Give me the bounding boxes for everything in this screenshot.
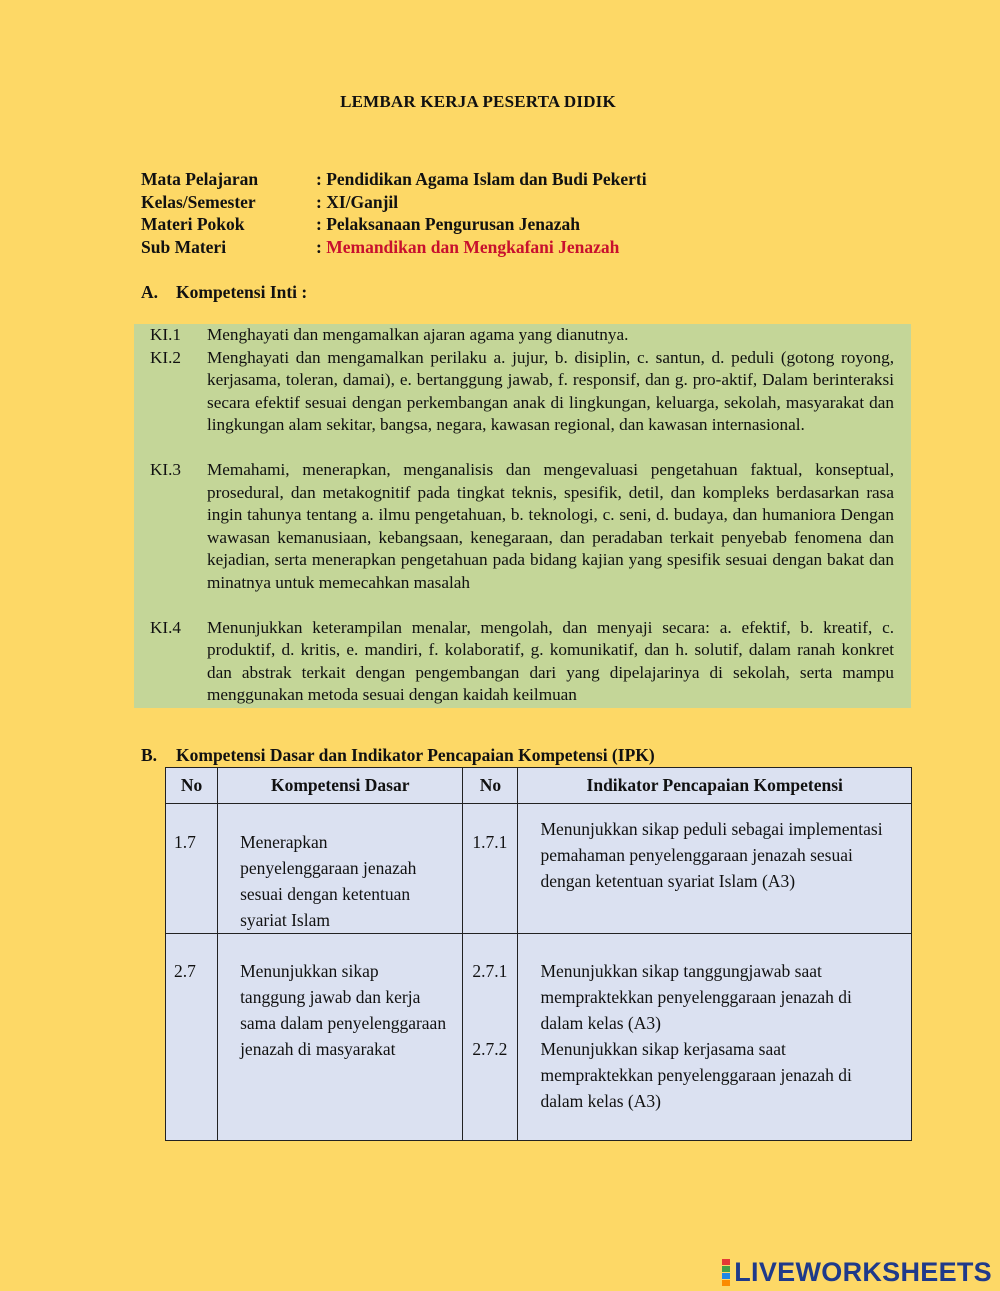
column-header: Indikator Pencapaian Kompetensi <box>518 768 912 804</box>
table-cell <box>518 804 912 934</box>
table-row <box>166 934 912 1141</box>
table-cell <box>166 804 218 934</box>
indicator-text: Menunjukkan sikap tanggungjawab saat mempraktekkan penyelenggaraan jenazah di dalam kelas (A3) <box>540 961 852 1033</box>
ki-text: Menghayati dan mengamalkan ajaran agama yang dianutnya. <box>207 325 629 344</box>
worksheet-title: LEMBAR KERJA PESERTA DIDIK <box>340 92 616 111</box>
section-title: Kompetensi Inti : <box>176 282 308 302</box>
table-cell <box>218 934 463 1141</box>
section-letter: A. <box>141 282 159 302</box>
indicator-text: Menunjukkan sikap kerjasama saat mempraktekkan penyelenggaraan jenazah di dalam kelas (A3) <box>540 1039 852 1111</box>
logo-badge-icon <box>722 1259 730 1286</box>
table-row <box>166 804 912 934</box>
meta-row-topic <box>141 213 647 236</box>
meta-value: : Pelaksanaan Pengurusan Jenazah <box>316 214 580 234</box>
section-a-heading <box>141 282 307 303</box>
meta-value: : Pendidikan Agama Islam dan Budi Pekerti <box>316 169 647 189</box>
column-header: No <box>166 768 218 804</box>
meta-label: Materi Pokok <box>141 214 245 234</box>
ki-number: KI.3 <box>150 460 182 479</box>
ki-text: Memahami, menerapkan, menganalisis dan mengevaluasi pengetahuan faktual, konseptual, prosedural, dan metakognitif pada tingkat teknis, spesifik, detil, dan kompleks berdasarkan rasa ingin tahunya tentang a. ilmu pengetahuan, b. teknologi, c. seni, d. budaya, dan humaniora Dengan wawasan kemanusiaan, kebangsaan, kenegaraan, dan peradaban terkait penyebab fenomena dan kejadian, serta menerapkan pengetahuan pada bidang kajian yang spesifik sesuai dengan bakat dan minatnya untuk memecahkan masalah <box>207 460 894 592</box>
meta-colon: : <box>316 236 327 257</box>
indicator-number: 2.7.1 <box>472 961 508 981</box>
meta-row-class <box>141 191 647 214</box>
table-cell <box>166 934 218 1141</box>
meta-row-subject <box>141 168 647 191</box>
meta-row-subtopic <box>141 236 647 259</box>
ki-text: Menunjukkan keterampilan menalar, mengolah, dan menyaji secara: a. efektif, b. kreatif, c. produktif, d. kritis, e. mandiri, f. kolaboratif, g. komunikatif, dan h. solutif, dalam ranah konkret dan abstrak terkait dengan pengembangan dari yang dipelajarinya di sekolah, serta mampu menggunakan metoda sesuai dengan kaidah keilmuan <box>207 617 894 704</box>
meta-label: Sub Materi <box>141 236 227 257</box>
meta-value: : XI/Ganjil <box>316 191 399 212</box>
competency-table <box>165 767 912 1141</box>
ki-number: KI.4 <box>150 617 182 637</box>
kd-number: 2.7 <box>174 961 196 981</box>
meta-label: Mata Pelajaran <box>141 169 259 189</box>
logo-badge-block <box>722 1266 730 1272</box>
table-cell <box>463 934 518 1141</box>
liveworksheets-logo <box>722 1257 992 1287</box>
logo-badge-block <box>722 1273 730 1279</box>
ki-number: KI.2 <box>150 347 182 367</box>
section-title: Kompetensi Dasar dan Indikator Pencapaian Kompetensi (IPK) <box>176 745 655 765</box>
table-cell <box>218 804 463 934</box>
ki-text: Menghayati dan mengamalkan perilaku a. jujur, b. disiplin, c. santun, d. peduli (gotong royong, kerjasama, toleran, damai), e. bertanggung jawab, f. responsif, dan g. pro-aktif, Dalam berinteraksi secara efektif sesuai dengan perkembangan anak di lingkungan, keluarga, sekolah, masyarakat dan lingkungan alam sekitar, bangsa, negara, kawasan regional, dan kawasan internasional. <box>207 347 894 434</box>
section-letter: B. <box>141 745 158 765</box>
table-cell <box>518 934 912 1141</box>
sub-materi-value: Memandikan dan Mengkafani Jenazah <box>326 236 620 257</box>
table-cell <box>463 804 518 934</box>
kd-text: Menunjukkan sikap tanggung jawab dan kerja sama dalam penyelenggaraan jenazah di masyarakat <box>240 961 447 1059</box>
kd-number: 1.7 <box>174 832 196 852</box>
indicator-text: Menunjukkan sikap peduli sebagai implementasi pemahaman penyelenggaraan jenazah sesuai dengan ketentuan syariat Islam (A3) <box>540 819 883 891</box>
kd-text: Menerapkan penyelenggaraan jenazah sesuai dengan ketentuan syariat Islam <box>240 832 417 930</box>
logo-badge-block <box>722 1280 730 1286</box>
indicator-number: 1.7.1 <box>472 832 508 852</box>
meta-label: Kelas/Semester <box>141 191 256 212</box>
indicator-number: 2.7.2 <box>472 1039 508 1059</box>
kompetensi-inti-box <box>134 324 911 708</box>
column-header: No <box>463 768 518 804</box>
section-b-heading <box>141 745 655 766</box>
logo-badge-block <box>722 1259 730 1265</box>
ki-number: KI.1 <box>150 325 182 344</box>
table-header-row <box>166 768 912 804</box>
subject-info <box>141 168 647 258</box>
column-header: Kompetensi Dasar <box>218 768 463 804</box>
logo-text: LIVEWORKSHEETS <box>734 1256 992 1287</box>
